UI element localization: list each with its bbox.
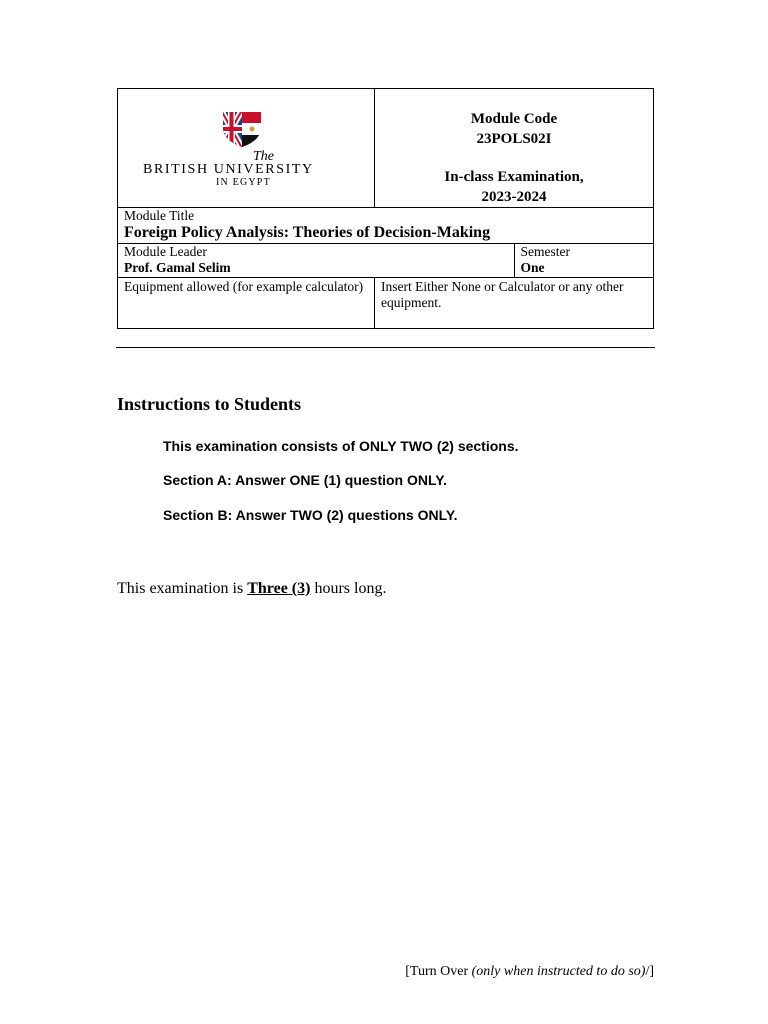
- turn-over-note: [405, 963, 654, 981]
- academic-year: 2023-2024: [481, 189, 547, 205]
- logo-text-the: The: [253, 149, 274, 164]
- semester-cell: [514, 244, 654, 278]
- module-title-label: Module Title: [124, 208, 195, 223]
- module-leader: Prof. Gamal Selim: [124, 260, 231, 275]
- module-title: Foreign Policy Analysis: Theories of Decision-Making: [124, 224, 491, 241]
- logo-cell: [118, 89, 375, 208]
- logo-text-country: IN EGYPT: [216, 177, 271, 188]
- instruction-line: This examination consists of ONLY TWO (2) sections.: [163, 438, 519, 454]
- exam-type: In-class Examination,: [444, 169, 584, 185]
- university-crest-icon: [221, 110, 263, 148]
- equipment-label: Equipment allowed (for example calculator): [124, 279, 364, 294]
- exam-header-table: [117, 88, 654, 329]
- module-leader-cell: [118, 244, 515, 278]
- exam-duration: [117, 579, 386, 599]
- instruction-line: Section A: Answer ONE (1) question ONLY.: [163, 472, 447, 488]
- equipment-label-cell: [118, 278, 375, 329]
- turn-over-text: [Turn Over: [405, 964, 469, 979]
- duration-value: Three (3): [247, 580, 311, 597]
- semester-label: Semester: [520, 244, 570, 259]
- turn-over-close: /]: [645, 964, 654, 979]
- instruction-line: Section B: Answer TWO (2) questions ONLY.: [163, 507, 458, 523]
- module-code: 23POLS02I: [476, 131, 552, 147]
- semester-value: One: [520, 260, 545, 275]
- module-leader-label: Module Leader: [124, 244, 207, 259]
- module-code-cell: [375, 89, 654, 208]
- logo-text-university: BRITISH UNIVERSITY: [143, 162, 314, 177]
- turn-over-condition: (only when instructed to do so): [471, 964, 646, 979]
- university-logo: [140, 110, 360, 190]
- horizontal-divider: [116, 347, 655, 348]
- duration-prefix: This examination is: [117, 580, 244, 597]
- instructions-heading: Instructions to Students: [117, 394, 302, 414]
- equipment-value: Insert Either None or Calculator or any other equipment.: [381, 279, 624, 310]
- duration-suffix: hours long.: [314, 580, 387, 597]
- equipment-value-cell: [375, 278, 654, 329]
- module-code-label: Module Code: [470, 111, 558, 127]
- module-title-cell: [118, 208, 654, 244]
